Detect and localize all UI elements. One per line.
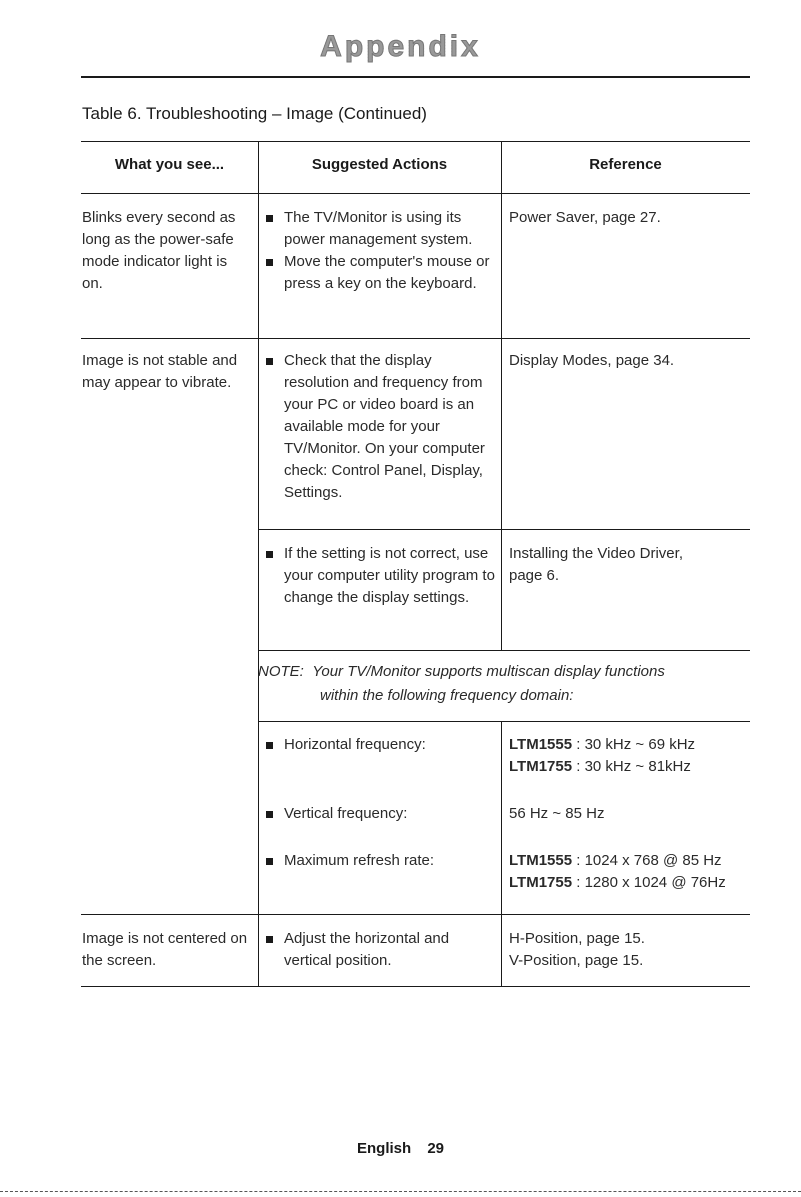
- spec-value: 56 Hz ~ 85 Hz: [509, 805, 605, 822]
- table-row-reference: Installing the Video Driver, page 6.: [509, 545, 683, 584]
- bullet-icon: [266, 936, 273, 943]
- spec-item-refresh: Maximum refresh rate:: [266, 850, 496, 872]
- bullet-icon: [266, 858, 273, 865]
- footer-language: English: [356, 1140, 412, 1157]
- table-row-action: Check that the display resolution and frequency from your PC or video board is an available mode for your TV/Monitor. On your computer check: Control Panel, Display, Settings.: [266, 350, 498, 504]
- table-row-symptom: Image is not centered on the screen.: [82, 930, 248, 969]
- note-line-2: within the following frequency domain:: [320, 687, 574, 704]
- table-rule-note-top: [258, 650, 750, 651]
- table-row-reference: H-Position, page 15. V-Position, page 15.: [509, 930, 645, 969]
- spec-value: LTM1555 : 30 kHz ~ 69 kHz: [509, 736, 696, 753]
- table-rule-row1: [81, 338, 750, 339]
- table-row-symptom: Blinks every second as long as the power-safe mode indicator light is on.: [82, 209, 236, 292]
- page-footer: [0, 1140, 801, 1157]
- table-col-divider-2a: [501, 141, 502, 650]
- heading-rule: [81, 76, 750, 78]
- table-col-divider-1: [258, 141, 259, 986]
- table-rule-header: [81, 193, 750, 194]
- table-row-action: If the setting is not correct, use your computer utility program to change the display settings.: [266, 543, 496, 609]
- spec-value: LTM1555 : 1024 x 768 @ 85 Hz: [509, 852, 722, 869]
- table-rule-bottom: [81, 986, 750, 987]
- frequency-note: [258, 660, 750, 708]
- table-row-symptom: Image is not stable and may appear to vibrate.: [82, 352, 238, 391]
- bullet-icon: [266, 551, 273, 558]
- spec-value: LTM1755 : 30 kHz ~ 81kHz: [509, 758, 691, 775]
- column-header-symptom: What you see...: [114, 156, 225, 173]
- table-rule-note-bottom: [258, 721, 750, 722]
- table-row-action: Move the computer's mouse or press a key on the keyboard.: [266, 251, 496, 295]
- table-row-reference: Display Modes, page 34.: [509, 352, 675, 369]
- page-number: 29: [427, 1140, 445, 1157]
- table-col-divider-2b: [501, 721, 502, 986]
- table-caption: Table 6. Troubleshooting – Image (Continued): [82, 104, 427, 123]
- bullet-icon: [266, 742, 273, 749]
- table-rule-row2: [258, 529, 750, 530]
- table-row-reference: Power Saver, page 27.: [509, 209, 661, 226]
- table-row-action: The TV/Monitor is using its power management system.: [266, 207, 496, 251]
- bullet-icon: [266, 215, 273, 222]
- bottom-rule: [0, 1191, 801, 1192]
- spec-value: LTM1755 : 1280 x 1024 @ 76Hz: [509, 874, 726, 891]
- column-header-actions: Suggested Actions: [311, 156, 448, 173]
- appendix-heading: Appendix: [0, 30, 801, 64]
- bullet-icon: [266, 259, 273, 266]
- table-rule-top: [81, 141, 750, 142]
- spec-item-vertical: Vertical frequency:: [266, 803, 496, 825]
- column-header-reference: Reference: [589, 156, 662, 173]
- bullet-icon: [266, 811, 273, 818]
- table-rule-specs-bottom: [81, 914, 750, 915]
- bullet-icon: [266, 358, 273, 365]
- table-row-action: Adjust the horizontal and vertical position.: [266, 928, 491, 972]
- note-line-1: NOTE: Your TV/Monitor supports multiscan display functions: [258, 663, 665, 680]
- spec-item-horizontal: Horizontal frequency:: [266, 734, 496, 756]
